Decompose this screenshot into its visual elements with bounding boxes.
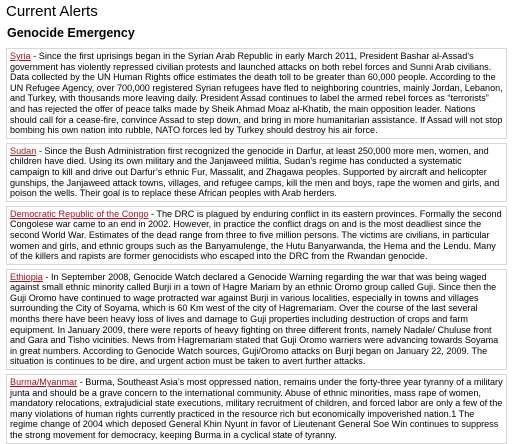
- section-title: Genocide Emergency: [7, 26, 135, 40]
- alert-text-burma: - Burma, Southeast Asia’s most oppressed nation, remains under the forty-three year tyranny of a military junta and should be a grave concern to the international community. Abuse of ethnic minorities, mass rape of women, mandatory relocations, extrajudicial state executions, military recruitment of children, and forced labor are only a few of the many violations of human rights currently practiced in the resource rich but economically impoverished nation.1 The regime change of 2004 which deposed General Khin Nyunt in favor of Lieutenant General Soe Win continues to suppress the strong movement for democracy, keeping Burma in a cyclical state of tyranny.: [10, 377, 503, 440]
- alert-entry-ethiopia: [6, 269, 507, 370]
- alert-entry-drc: [6, 206, 507, 265]
- page-title: Current Alerts: [6, 3, 98, 20]
- alert-entry-burma: [6, 374, 507, 444]
- alert-text-sudan: - Since the Bush Administration first recognized the genocide in Darfur, at least 250,000 more men, women, and children have died. Using its own military and the Janjaweed militia, Sudan’s regime has conducted a systematic campaign to kill and drive out Darfur’s ethnic Fur, Massalit, and Zhagawa peoples. Supported by aircraft and helicopter gunships, the Janjaweed attack towns, villages, and refugee camps, kill the men and boys, rape the women and girls, and poison the wells. Their goal is to replace these African peoples with Arab herders.: [10, 145, 500, 199]
- alert-text-ethiopia: - In September 2008, Genocide Watch declared a Genocide Warning regarding the war that was being waged against small ethnic minority called Burji in a town of Hagre Mariam by an ethnic Oromo group called Guji. Since then the Guji Oromo have continued to wage protracted war against Burji in various localities, especially in towns and villages surrounding the City of Soyama, which is 60 Km west of the city of Hagremariam. Over the course of the last several months there have been heavy loss of lives and damage to Guji properties including destruction of crops and farm equipment. In January 2009, there were reports of heavy fighting on three different fronts, namely Nadale/ Chuluse front and Gara and Tisho vicinities. News from Hagremariam stated that Guji Oromo warriers were advancing towards Soyama in great numbers. According to Genocide Watch sources, Guji/Oromo attacks on Burji began on January 22, 2009. The situation is continues to be dire, and urgent action must be taken to avert further attacks.: [10, 271, 499, 367]
- alert-text-syria: - Since the first uprisings began in the Syrian Arab Republic in early March 2011, President Bashar al-Assad’s government has violently repressed civilian protests and launched attacks on both rebel forces and Sunni Arab civilians. Data collected by the UN Human Rights office estimates the death toll to be greater than 60,000 people. According to the UN Refugee Agency, over 700,000 registered Syrian refugees have fled to neighboring countries, mainly Jordan, Lebanon, and Turkey, with thousands more leaving daily. President Assad continues to label the armed rebel forces as “terrorists” and has rejected the offer of peace talks made by Sheik Ahmad Moaz al-Khatib, the main opposition leader. Nations should call for a cease-fire, convince Assad to step down, and bring in more humanitarian assistance. If Assad will not stop bombing his own nation into rubble, NATO forces led by Turkey should destroy his air force.: [10, 51, 503, 136]
- country-link-burma[interactable]: Burma/Myanmar: [10, 377, 78, 388]
- country-link-drc[interactable]: Democratic Republic of the Congo: [10, 208, 149, 219]
- alert-entry-sudan: [6, 143, 507, 202]
- alert-entry-syria: [6, 48, 507, 139]
- country-link-sudan[interactable]: Sudan: [10, 145, 37, 156]
- alert-text-drc: - The DRC is plagued by enduring conflict in its eastern provinces. Formally the second Congolese war came to an end in 2002. However, in practice the conflict drags on and is the most deadliest since the second World War. Estimates of the dead range from three to five million persons. The victims are civilians, in particular women and girls, and ethnic groups such as the Banyamulenge, the Hutu Banyarwanda, the Hema and the Lendu. Many of the killers and rapists are former genocidists who escaped into the DRC from the Rwandan genocide.: [10, 208, 502, 262]
- country-link-syria[interactable]: Syria: [10, 51, 31, 61]
- country-link-ethiopia[interactable]: Ethiopia: [10, 271, 43, 282]
